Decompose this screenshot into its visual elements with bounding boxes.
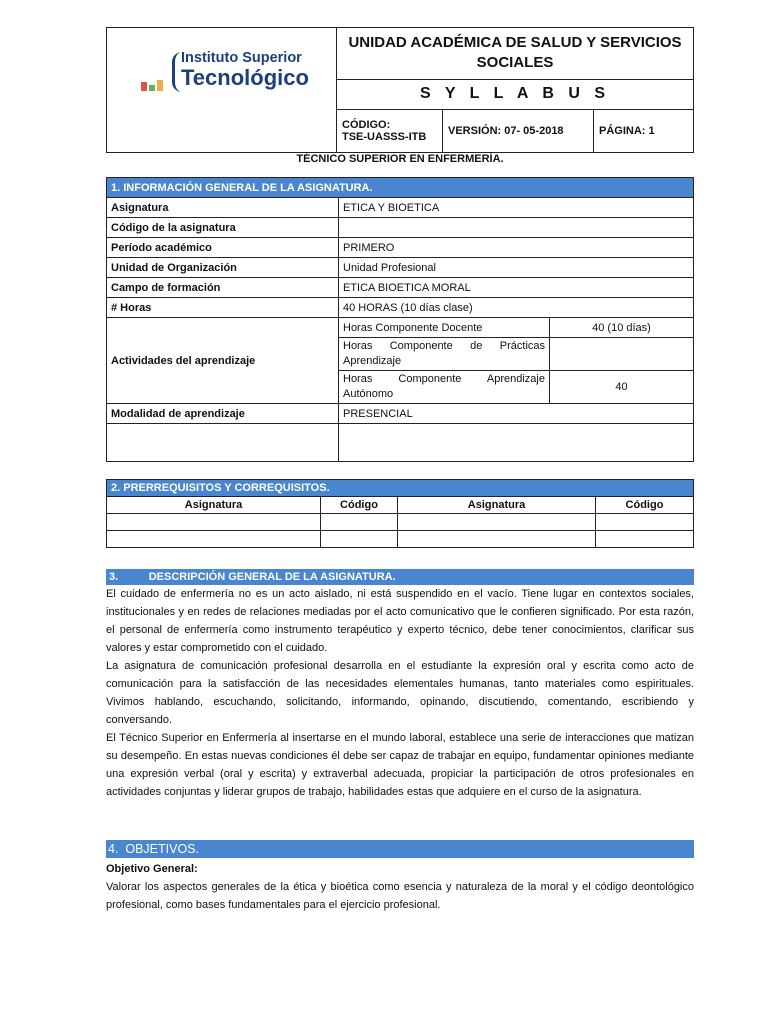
activity-label-text: Horas Componente Aprendizaje Autónomo — [343, 373, 545, 400]
table-row — [107, 318, 694, 338]
empty-cell — [398, 531, 596, 548]
table-row — [107, 278, 694, 298]
row-label: Asignatura — [107, 198, 339, 218]
modality-value: PRESENCIAL — [339, 404, 694, 424]
description-section — [106, 569, 694, 801]
logo-bar-icon — [141, 82, 147, 91]
col-subject: Asignatura — [107, 497, 321, 514]
section2-title: 2. PRERREQUISITOS Y CORREQUISITOS. — [107, 480, 694, 497]
empty-cell — [107, 514, 321, 531]
objectives-section — [106, 840, 694, 914]
general-info-table — [106, 177, 694, 462]
table-row — [107, 258, 694, 278]
table-header-row — [107, 497, 694, 514]
table-row — [107, 424, 694, 462]
logo-bar-icon — [157, 80, 163, 91]
activity-label-text: Horas Componente de Prácticas Aprendizaje — [343, 340, 545, 367]
table-row — [107, 198, 694, 218]
activities-label: Actividades del aprendizaje — [107, 318, 339, 404]
code-label: CÓDIGO: — [342, 118, 391, 131]
general-objective-text: Valorar los aspectos generales de la ética y bioética como esencia y naturaleza de la moral y el código deontológico profesional, como bases fundamentales para el ejercicio profesional. — [106, 881, 694, 911]
row-value: PRIMERO — [339, 238, 694, 258]
empty-cell — [107, 531, 321, 548]
institute-logo — [123, 48, 323, 100]
row-value: ETICA BIOETICA MORAL — [339, 278, 694, 298]
table-row — [107, 404, 694, 424]
table-row — [107, 238, 694, 258]
activity-value: 40 — [550, 371, 694, 404]
empty-cell — [321, 531, 398, 548]
unit-title: UNIDAD ACADÉMICA DE SALUD Y SERVICIOS SOCIALES — [337, 28, 694, 80]
activity-label — [339, 371, 550, 404]
row-label: Período académico — [107, 238, 339, 258]
document-header — [106, 27, 694, 153]
table-row — [107, 298, 694, 318]
activity-value: 40 (10 días) — [550, 318, 694, 338]
logo-line1: Instituto Superior — [181, 50, 302, 66]
row-label: # Horas — [107, 298, 339, 318]
program-subtitle: TÉCNICO SUPERIOR EN ENFERMERÍA. — [296, 153, 504, 165]
row-label: Código de la asignatura — [107, 218, 339, 238]
col-code: Código — [596, 497, 694, 514]
page-number: PÁGINA: 1 — [594, 109, 694, 152]
section3-title: 3. DESCRIPCIÓN GENERAL DE LA ASIGNATURA. — [106, 569, 694, 585]
row-value — [339, 218, 694, 238]
empty-cell — [596, 531, 694, 548]
modality-label: Modalidad de aprendizaje — [107, 404, 339, 424]
table-row — [107, 514, 694, 531]
empty-cell — [321, 514, 398, 531]
version: VERSIÓN: 07- 05-2018 — [443, 109, 594, 152]
code-cell — [337, 109, 443, 152]
col-subject: Asignatura — [398, 497, 596, 514]
col-code: Código — [321, 497, 398, 514]
row-value: ETICA Y BIOETICA — [339, 198, 694, 218]
description-paragraph: El Técnico Superior en Enfermería al insertarse en el mundo laboral, establece una serie de interacciones que matizan su desempeño. En estas nuevas condiciones él debe ser capaz de trabajar en equipo, fundamentar opiniones mediante una expresión verbal (oral y escrita) y extraverbal adecuada, propiciar la participación de otros profesionales en actividades conjuntas y liderar grupos de trabajo, habilidades estas que adquiere en el curso de la asignatura. — [106, 732, 694, 798]
row-label: Campo de formación — [107, 278, 339, 298]
description-paragraph: La asignatura de comunicación profesional desarrolla en el estudiante la expresión oral y escrita como acto de comunicación para la satisfacción de las necesidades elementales humanas, tanto materiales como espirituales. Vivimos hablando, escuchando, solicitando, informando, opinando, discutiendo, comentando, escribiendo y conversando. — [106, 660, 694, 726]
table-row — [107, 218, 694, 238]
logo-bar-icon — [149, 85, 155, 91]
row-value: Unidad Profesional — [339, 258, 694, 278]
row-label: Unidad de Organización — [107, 258, 339, 278]
empty-cell — [339, 424, 694, 462]
empty-cell — [398, 514, 596, 531]
empty-cell — [596, 514, 694, 531]
section1-title: 1. INFORMACIÓN GENERAL DE LA ASIGNATURA. — [107, 178, 694, 198]
section4-title: 4. OBJETIVOS. — [106, 840, 694, 858]
description-paragraph: El cuidado de enfermería no es un acto aislado, ni está suspendido en el vacío. Tiene lugar en contextos sociales, institucionales y en redes de relaciones mediadas por el acto comunicativo que le confieren significado. Por esta razón, el personal de enfermería como instrumento terapéutico y experto técnico, debe tener conocimientos, clarificar sus valores y estar comprometido con el cuidado. — [106, 588, 694, 654]
general-objective-label: Objetivo General: — [106, 863, 198, 875]
row-value: 40 HORAS (10 días clase) — [339, 298, 694, 318]
logo-line2: Tecnológico — [181, 65, 309, 90]
code-value: TSE-UASSS-ITB — [342, 130, 427, 143]
activity-value — [550, 338, 694, 371]
doc-type: S Y L L A B U S — [337, 79, 694, 109]
table-row — [107, 531, 694, 548]
empty-cell — [107, 424, 339, 462]
activity-label: Horas Componente Docente — [339, 318, 550, 338]
logo-cell — [107, 28, 337, 153]
activity-label — [339, 338, 550, 371]
prerequisites-table — [106, 479, 694, 548]
